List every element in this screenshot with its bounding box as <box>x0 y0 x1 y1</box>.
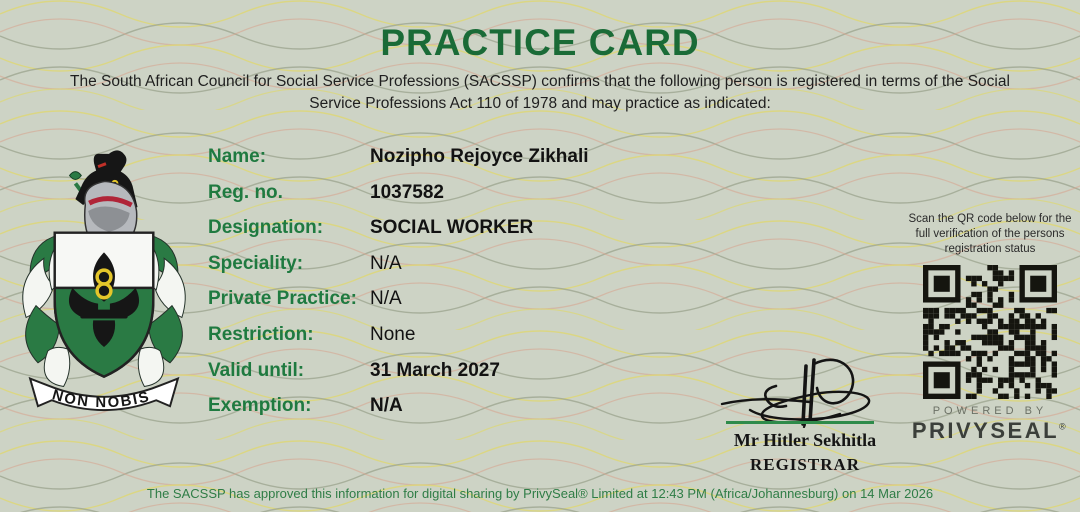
reg-no-value: 1037582 <box>370 181 444 203</box>
field-row-restriction <box>208 324 648 360</box>
sacssp-coat-of-arms-logo <box>8 142 200 418</box>
speciality-label: Speciality: <box>208 252 304 274</box>
page-title: PRACTICE CARD <box>380 22 700 63</box>
signature-rule-line <box>726 421 874 424</box>
field-row-designation <box>208 217 648 253</box>
field-row-valid-until <box>208 360 648 396</box>
subtitle-line-2: Service Professions Act 110 of 1978 and may practice as indicated: <box>309 95 771 112</box>
speciality-value: N/A <box>370 252 402 274</box>
approval-footer: The SACSSP has approved this information for digital sharing by PrivySeal® Limited at 12:43 PM (Africa/Johannesburg) on 14 Mar 2026 <box>146 486 934 501</box>
registrar-signature <box>718 352 893 428</box>
name-label: Name: <box>208 146 267 167</box>
registrar-name: Mr Hitler Sekhitla <box>733 430 877 450</box>
exemption-value: N/A <box>370 395 403 417</box>
restriction-label: Restriction: <box>208 323 314 345</box>
registered-trademark-mark: ® <box>1059 421 1069 432</box>
subtitle <box>0 71 1080 115</box>
privyseal-wordmark: PRIVYSEAL <box>911 418 1060 443</box>
qr-verification-block <box>908 212 1072 444</box>
private-practice-label: Private Practice: <box>208 288 357 310</box>
svg-text:NON NOBIS <box>50 387 152 411</box>
field-row-private-practice <box>208 288 648 324</box>
crest-motto: NON NOBIS <box>50 387 153 412</box>
reg-no-label: Reg. no. <box>208 181 283 203</box>
field-row-name <box>208 146 648 182</box>
privyseal-logo <box>908 418 1072 444</box>
field-row-reg-no <box>208 182 648 218</box>
subtitle-line-1: The South African Council for Social Service Professions (SACSSP) confirms that the following person is registered in terms of the Social <box>70 73 1010 90</box>
valid-until-value: 31 March 2027 <box>370 359 500 381</box>
powered-by-label: POWERED BY <box>932 405 1048 417</box>
qr-code <box>923 265 1057 399</box>
restriction-value: None <box>370 323 416 345</box>
valid-until-label: Valid until: <box>208 359 305 381</box>
designation-value: SOCIAL WORKER <box>370 217 534 239</box>
qr-instruction-text: Scan the QR code below for the full verification of the persons registration status <box>908 213 1072 255</box>
private-practice-value: N/A <box>370 288 402 310</box>
registration-fields <box>208 146 648 431</box>
exemption-label: Exemption: <box>208 395 312 417</box>
designation-label: Designation: <box>208 217 324 239</box>
field-row-speciality <box>208 253 648 289</box>
field-row-exemption <box>208 395 648 431</box>
name-value: Nozipho Rejoyce Zikhali <box>370 146 589 167</box>
registrar-title: REGISTRAR <box>749 455 861 474</box>
